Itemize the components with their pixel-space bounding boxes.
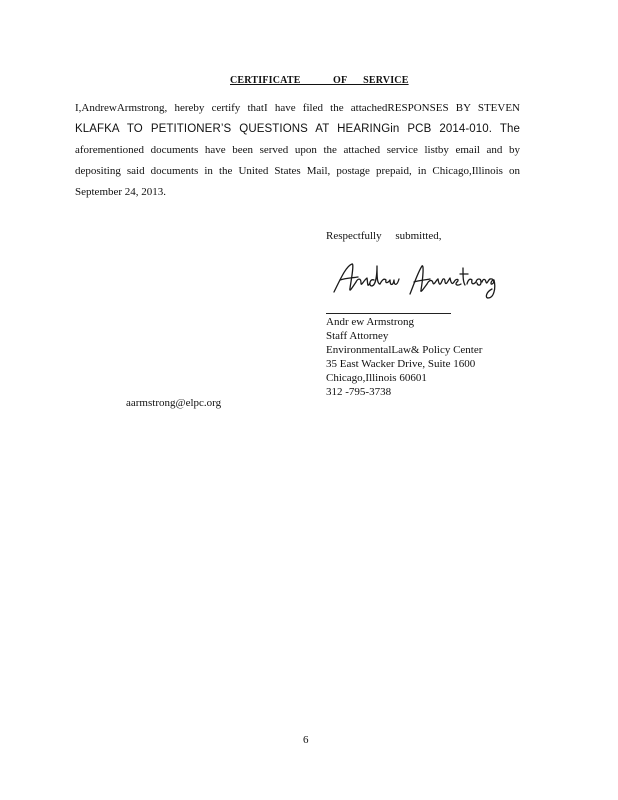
- page-number: 6: [303, 734, 309, 746]
- handwritten-signature: [330, 258, 500, 302]
- signer-name: Andr ew Armstrong: [326, 316, 414, 328]
- signer-title: Staff Attorney: [326, 330, 389, 342]
- closing-text: Respectfully submitted,: [326, 230, 442, 242]
- certificate-title: CERTIFICATE OF SERVICE: [230, 75, 409, 86]
- body-line-1: I,AndrewArmstrong, hereby certify thatI have filed the attachedRESPONSES BY STEVEN: [75, 102, 520, 114]
- signer-phone: 312 -795-3738: [326, 386, 392, 398]
- certificate-body: [75, 98, 520, 203]
- signature-block: [326, 315, 482, 399]
- body-line-4: depositing said documents in the United States Mail, postage prepaid, in Chicago,Illinois on: [75, 165, 520, 177]
- signer-organization: EnvironmentalLaw& Policy Center: [326, 344, 483, 356]
- body-line-2: KLAFKA TO PETITIONER’S QUESTIONS AT HEARINGin PCB 2014-010. The: [75, 123, 520, 135]
- body-line-5: September 24, 2013.: [75, 186, 167, 198]
- body-line-3: aforementioned documents have been served upon the attached service listby email and by: [75, 144, 520, 156]
- signer-city: Chicago,Illinois 60601: [326, 372, 427, 384]
- signer-address: 35 East Wacker Drive, Suite 1600: [326, 358, 476, 370]
- signature-line: [326, 313, 451, 314]
- signer-email: aarmstrong@elpc.org: [126, 397, 222, 409]
